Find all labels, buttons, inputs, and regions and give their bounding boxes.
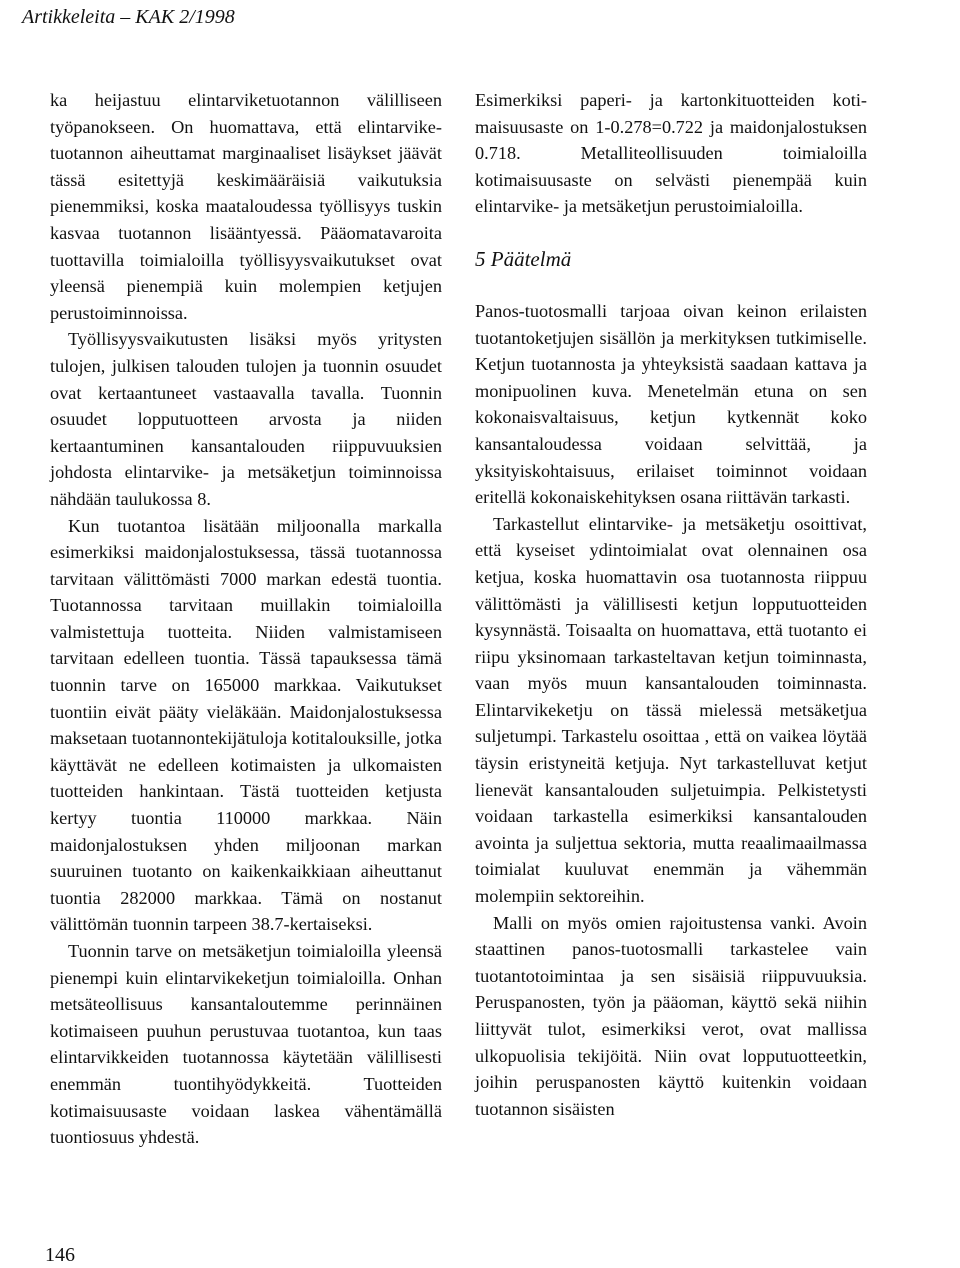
page-number: 146 (45, 1244, 75, 1266)
running-head: Artikkeleita – KAK 2/1998 (22, 6, 235, 28)
body-paragraph: ka heijastuu elintarviketuotannon välilliseen työpanokseen. On huomattava, että elintarviketuotannon aiheuttamat marginaaliset lisäykset jäävät tässä esitettyjä keskimääräisiä vaikutuksia pienemmiksi, koska maataloudessa työllisyys tuskin kasvaa tuotannon lisääntyessä. Pääomatavaroita tuottavilla toimialoilla työllisyysvaikutukset ovat yleensä pienempiä kuin molempien ketjujen perustoiminnoissa. (50, 90, 442, 323)
body-paragraph: Tuonnin tarve on metsäketjun toimialoilla yleensä pienempi kuin elintarvikeketjun toimialoilla. Onhan metsäteollisuus kansantaloutemme perinnäinen kotimaiseen puuhun perustuvaa tuotantoa, kun taas elintarvikkeiden tuotannossa käytetään välillisesti enemmän tuontihyödykkeitä. Tuotteiden kotimaisuusaste voidaan laskea vähentämällä tuontiosuus yhdestä. (50, 941, 442, 1148)
body-paragraph: Esimerkiksi paperi- ja kartonkituotteiden kotimaisuusaste on 1-0.278=0.722 ja maidonjalostuksen 0.718. Metalliteollisuuden toimialoilla kotimaisuusaste on selvästi pienempää kuin elintarvike- ja metsäketjun perustoimialoilla. (475, 90, 867, 217)
left-column (50, 87, 442, 1151)
section-heading: 5 Päätelmä (475, 246, 572, 271)
body-paragraph: Kun tuotantoa lisätään miljoonalla markalla esimerkiksi maidonjalostuksessa, tässä tuotannossa tarvitaan välittömästi 7000 markan edestä tuontia. Tuotannossa tarvitaan muillakin toimialoilla valmistettuja tuotteita. Niiden valmistamiseen tarvitaan edelleen tuontia. Tässä tapauksessa tämä tuonnin tarve on 165000 markkaa. Vaikutukset tuontiin eivät pääty vieläkään. Maidonjalostuksessa maksetaan tuotannontekijätuloja kotitalouksille, jotka käyttävät ne edelleen kotimaisten ja ulkomaisten tuotteiden hankintaan. Tästä tuotteiden ketjusta kertyy tuontia 110000 markkaa. Näin maidonjalostuksen yhden miljoonan markan suuruinen tuotanto on kaikenkaikkiaan aiheuttanut tuontia 282000 markkaa. Tämä on nostanut välittömän tuonnin tarpeen 38.7-kertaiseksi. (50, 515, 442, 935)
body-paragraph: Malli on myös omien rajoitustensa vanki. Avoin staattinen panos-tuotosmalli tarkastelee vain tuotantotoimintaa ja sen sisäisiä riippuvuuksia. Peruspanosten, työn ja pääoman, käyttö sekä niihin liittyvät tulot, esimerkiksi verot, ovat mallissa ulkopuolisia tekijöitä. Niin ovat lopputuotteetkin, joihin peruspanosten käyttö kuitenkin voidaan tuotannon sisäisten (475, 912, 867, 1119)
body-paragraph: Tarkastellut elintarvike- ja metsäketju osoittivat, että kyseiset ydintoimialat ovat olennainen osa ketjua, koska huomattavin osa tuotannosta riippuu välittömästi ja välillisesti ketjun lopputuotteiden kysynnästä. Toisaalta on huomattava, että tuotanto ei riipu yksinomaan tarkasteltavan ketjun toiminnasta, vaan myös muun kansantalouden toiminnasta. Elintarvikeketju on tässä mielessä metsäketjua suljetumpi. Tarkastelu osoittaa , että on vaikea löytää täysin eristyneitä ketjuja. Nyt tarkastelluvat ketjut lienevät kansantalouden suljetuimpia. Pelkistetysti voidaan tarkastella esimerkiksi kansantalouden avointa ja suljettua sektoria, mutta reaalimaailmassa toimialat kuuluvat enemmän ja vähemmän molempiin sektoreihin. (475, 513, 867, 907)
right-column (475, 87, 867, 1122)
body-paragraph: Panos-tuotosmalli tarjoaa oivan keinon erilaisten tuotantoketjujen sisällön ja merkityksen tutkimiselle. Ketjun tuotannosta ja yhteyksistä saadaan kattava ja monipuolinen kuva. Menetelmän etuna on sen kokonaisvaltaisuus, ketjun kytkennät koko kansantaloudessa voidaan selvittää, ja yksityiskohtaisuus, erilaiset toiminnot voidaan eritellä kokonaiskehityksen osana riittävän tarkasti. (475, 300, 867, 508)
body-paragraph: Työllisyysvaikutusten lisäksi myös yritysten tulojen, julkisen talouden tulojen ja tuonnin osuudet ovat kertaantuneet vastaavalla tavalla. Tuonnin osuudet lopputuotteen arvosta ja niiden kertaantuminen kansantalouden riippuvuuksien johdosta elintarvike- ja metsäketjun toiminnoissa nähdään taulukossa 8. (50, 329, 442, 509)
